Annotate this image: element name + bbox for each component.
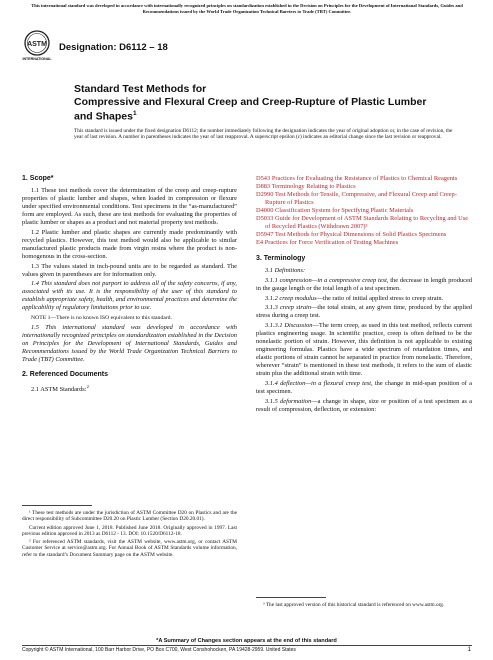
- terminology-3-1-3-1: [256, 322, 472, 378]
- term-compression: 3.1.1 compression—in a compressive creep test,: [265, 277, 389, 285]
- reference-item[interactable]: [256, 191, 472, 207]
- reference-item[interactable]: [256, 231, 472, 239]
- title-line-2: [74, 96, 434, 124]
- def-creep-modulus: —the ratio of initial applied stress to creep strain.: [316, 294, 444, 302]
- copyright: Copyright © ASTM International, 100 Barr Harbor Drive, PO Box C700, West Conshohocken, PA 19428-2959. United States: [22, 647, 296, 653]
- issued-note: This standard is issued under the fixed designation D6112; the number immediately following the designation indicates the year of original adoption or, in the case of revision, the year of last revision. A number in parentheses indicates the year of last reapproval. A superscript epsilon (ε) indicates an editorial change since the last revision or reapproval.: [74, 128, 453, 141]
- title-line-1: Standard Test Methods for: [74, 83, 207, 95]
- reference-code[interactable]: D5033: [256, 215, 274, 223]
- header-notice: This international standard was developed in accordance with internationally recognized principles on standardization established in the Decision on Principles for the Development of International Standards, Guides and Recommendations issued by the World Trade Organization Technical Barriers to Trade (TBT) Committee.: [31, 3, 463, 14]
- summary-notice: *A Summary of Changes section appears at the end of this standard: [156, 638, 337, 644]
- scope-1-4: 1.4 This standard does not purport to address all of the safety concerns, if any, associated with its use. It is the responsibility of the user of this standard to establish appropriate safety, health, and environmental practices and determine the applicability of regulatory limitations prior to use.: [22, 280, 237, 312]
- reference-list: [256, 175, 472, 247]
- footnote-1: ¹ These test methods are under the jurisdiction of ASTM Committee D20 on Plastics and are the direct responsibility of Subcommittee D20.20 on Plastic Lumber (Section D20.20.01).: [22, 510, 237, 523]
- designation: Designation: D6112 – 18: [59, 42, 168, 53]
- reference-title[interactable]: Classification System for Specifying Plastic Materials: [275, 207, 414, 215]
- page-number: 1: [467, 647, 471, 653]
- referenced-heading: 2. Referenced Documents: [22, 371, 108, 378]
- reference-title[interactable]: Test Methods for Physical Dimensions of Solid Plastics Specimens: [274, 231, 447, 239]
- term-creep-strain: 3.1.3 creep strain: [265, 304, 312, 312]
- scope-1-1: 1.1 These test methods cover the determination of the creep and creep-rupture properties of plastic lumber and shapes, when loaded in compression or flexure under specified environmental conditions. Test specimens in the “as-manufactured” form are employed. As such, these are test methods for evaluating the properties of plastic lumber or shapes as a product and not material property test methods.: [22, 187, 237, 227]
- reference-item[interactable]: [256, 215, 472, 231]
- terminology-heading: 3. Terminology: [256, 255, 306, 263]
- reference-code[interactable]: D5947: [256, 231, 274, 239]
- astm-logo: [22, 30, 52, 64]
- def-compression: the decrease in length produced in the gauge length or the total length of a test specimen.: [256, 277, 473, 293]
- reference-title[interactable]: Guide for Development of ASTM Standards Relating to Recycling and Use of Recycled Plastics (Withdrawn 2007)³: [265, 215, 469, 231]
- title-footnote-mark: 1: [132, 110, 137, 117]
- terminology-3-1-3: [256, 304, 472, 320]
- reference-title[interactable]: Practices for Force Verification of Testing Machines: [264, 239, 399, 247]
- footnote-3: ³ The last approved version of this historical standard is referenced on www.astm.org.: [263, 602, 445, 608]
- reference-code[interactable]: D4000: [256, 207, 274, 215]
- reference-item[interactable]: [256, 239, 472, 247]
- reference-title[interactable]: Terminology Relating to Plastics: [271, 183, 356, 191]
- reference-code[interactable]: D543: [256, 175, 271, 182]
- term-creep-modulus: 3.1.2 creep modulus: [265, 294, 317, 302]
- scope-1-5: 1.5 This international standard was developed in accordance with internationally recognized principles on standardization established in the Decision on Principles for the Development of International Standards, Guides and Recommendations issued by the World Trade Organization Technical Barriers to Trade (TBT) Committee.: [22, 323, 237, 363]
- reference-code[interactable]: E4: [256, 239, 264, 247]
- svg-text:ASTM: ASTM: [27, 41, 47, 48]
- footnote-rule: [22, 505, 92, 506]
- title-main: Compressive and Flexural Creep and Creep-Rupture of Plastic Lumber and Shapes: [74, 95, 427, 123]
- def-deflection: the change in mid-span position of a test specimen.: [256, 380, 472, 396]
- footnote-1b: Current edition approved June 1, 2018. Published June 2018. Originally approved in 1997. Last previous edition approved in 2013 as D6112 - 13. DOI: 10.1520/D6112-18.: [22, 524, 237, 537]
- terminology-3-1-4: [256, 380, 472, 396]
- reference-code[interactable]: D883: [256, 183, 271, 191]
- def-deformation: —a change in shape, size or position of a test specimen as a result of compression, deflection, or extension:: [256, 397, 472, 413]
- referenced-2-1-text: 2.1 ASTM Standards:: [31, 386, 87, 394]
- scope-1-2: 1.2 Plastic lumber and plastic shapes are currently made predominantly with recycled plastics. However, this test method would also be applicable to similar manufactured plastic products made from virgin resins where the product is non-homogenous in the cross-section.: [22, 228, 237, 261]
- referenced-2-1-sup: 2: [86, 384, 89, 390]
- footer-rule: [22, 645, 472, 646]
- reference-title[interactable]: Practices for Evaluating the Resistance of Plastics to Chemical Reagents: [271, 175, 458, 182]
- logo-caption: INTERNATIONAL: [22, 57, 52, 61]
- right-column: [256, 175, 472, 415]
- scope-heading: 1. Scope*: [22, 175, 54, 182]
- scope-note-1: NOTE 1—There is no known ISO equivalent to this standard.: [31, 315, 172, 322]
- left-column: [22, 175, 237, 396]
- reference-code[interactable]: D2990: [256, 191, 274, 199]
- left-footnotes: [22, 505, 237, 560]
- reference-item[interactable]: [256, 207, 472, 215]
- reference-item[interactable]: [256, 175, 472, 183]
- document-title: [74, 83, 434, 123]
- right-footnotes: [256, 597, 472, 610]
- reference-title[interactable]: Test Methods for Tensile, Compressive, and Flexural Creep and Creep-Rupture of Plastics: [265, 191, 457, 207]
- term-discussion: 3.1.3.1 Discussion: [265, 322, 313, 330]
- term-deflection: 3.1.4 deflection—in a flexural creep test,: [265, 380, 373, 388]
- referenced-2-1: [22, 383, 237, 394]
- scope-1-3: 1.3 The values stated in inch-pound units are to be regarded as standard. The values given in parentheses are for information only.: [22, 262, 237, 278]
- footnote-rule-right: [256, 597, 326, 598]
- def-discussion: —The term creep, as used in this test method, reflects current plastics engineering usage. In scientific practice, creep is often defined to be the nonelastic portion of strain. However, this definition is not applicable to existing engineering formulas. Plastics have a wide spectrum of retardation times, and elastic portions of strain cannot be separated in practice from nonelastic. Therefore, wherever “strain” is mentioned in these test methods, it refers to the sum of elastic strain plus the additional strain with time.: [256, 322, 472, 378]
- terminology-3-1-2: [256, 295, 472, 303]
- terminology-3-1-1: [256, 277, 472, 293]
- reference-item[interactable]: [256, 183, 472, 191]
- terminology-3-1: 3.1 Definitions:: [265, 267, 306, 275]
- term-deformation: 3.1.5 deformation: [265, 397, 312, 405]
- terminology-3-1-5: [256, 398, 472, 414]
- footnote-2: ² For referenced ASTM standards, visit the ASTM website, www.astm.org, or contact ASTM Customer Service at service@astm.org. For Annual Book of ASTM Standards volume information, refer to the standard’s Document Summary page on the ASTM website.: [22, 539, 237, 558]
- def-creep-strain: —the total strain, at any given time, produced by the applied stress during a creep test.: [256, 304, 472, 320]
